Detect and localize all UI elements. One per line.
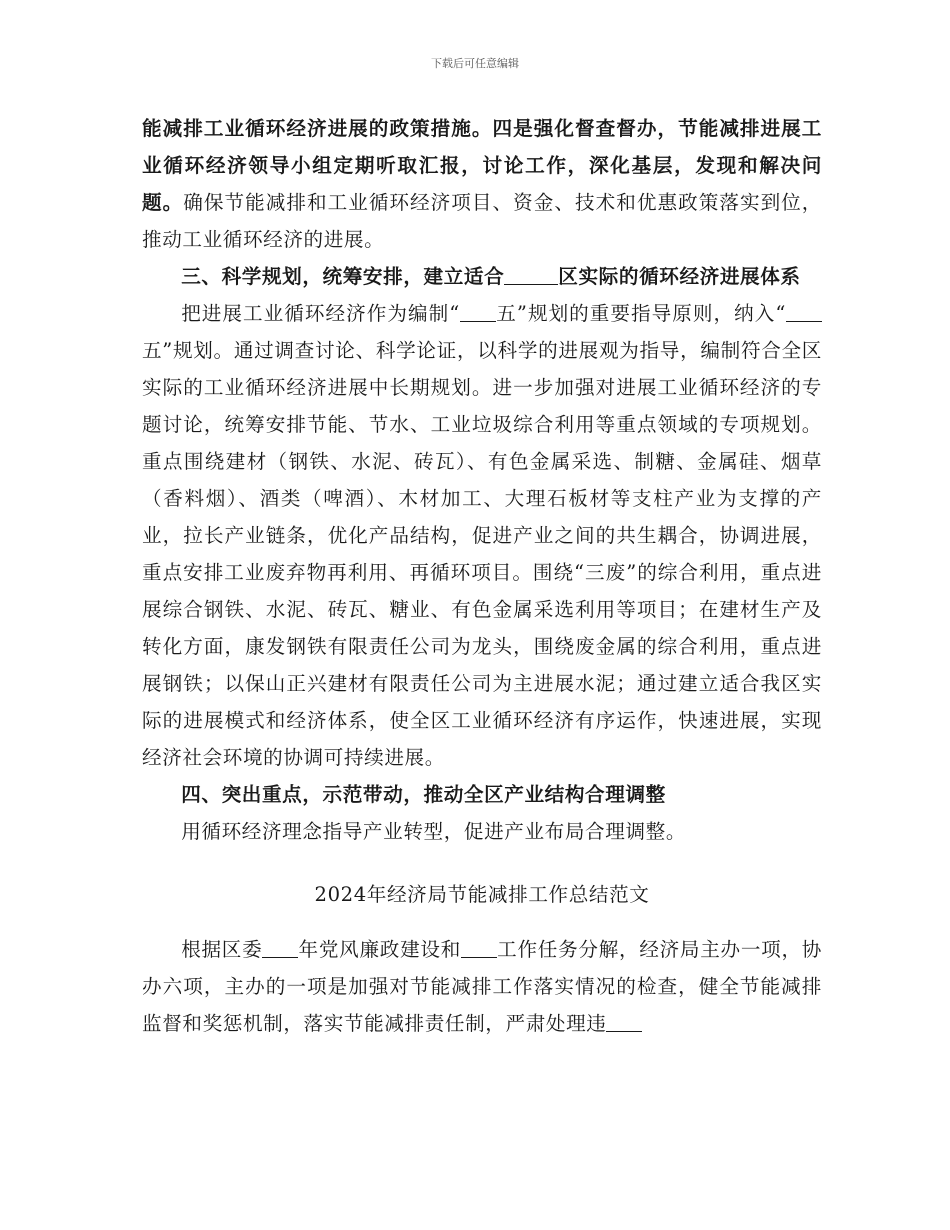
text-b: 五”规划的重要指导原则，纳入“	[495, 302, 786, 325]
text-c: 五”规划。通过调查讨论、科学论证，以科学的进展观为指导，编制符合全区实际的工业循环经济进展中长期规划。进一步加强对进展工业循环经济的专题讨论，统筹安排节能、节水、工业垃圾综合利用等重点领域的专项规划。重点围绕建材（钢铁、水泥、砖瓦）、有色金属采选、制糖、金属硅、烟草（香料烟）、酒类（啤酒）、木材加工、大理石板材等支柱产业为支撑的产业，拉长产业链条，优化产品结构，促进产业之间的共生耦合，协调进展，重点安排工业废弃物再利用、再循环项目。围绕“三废”的综合利用，重点进展综合钢铁、水泥、砖瓦、糖业、有色金属采选利用等项目；在建材生产及转化方面，康发钢铁有限责任公司为龙头，围绕废金属的综合利用，重点进展钢铁；以保山正兴建材有限责任公司为主进展水泥；通过建立适合我区实际的进展模式和经济体系，使全区工业循环经济有序运作，快速进展，实现经济社会环境的协调可持续进展。	[142, 339, 822, 769]
blank-line	[460, 320, 496, 322]
blank-line	[504, 283, 558, 285]
blank-line	[262, 956, 298, 958]
text-b: 年党风廉政建设和	[298, 938, 462, 961]
section-heading-4: 四、突出重点，示范带动，推动全区产业结构合理调整	[181, 783, 666, 806]
bold-text: 能减排工业循环经济进展的政策措施。四是强化督查督办，节能减排进展工业循环经济领导小组定期听取汇报，讨论工作，深化基层，发现和解决问题。	[142, 117, 822, 214]
paragraph-industry: 用循环经济理念指导产业转型，促进产业布局合理调整。	[181, 820, 687, 843]
heading-text-a: 三、科学规划，统筹安排，建立适合	[181, 265, 505, 288]
document-body	[142, 110, 822, 1042]
document-title: 2024年经济局节能减排工作总结范文	[314, 883, 650, 906]
paragraph-planning	[142, 295, 822, 776]
blank-line	[461, 956, 497, 958]
text-a: 把进展工业循环经济作为编制“	[181, 302, 460, 325]
paragraph-summary	[142, 931, 822, 1042]
blank-line	[786, 320, 822, 322]
heading-text-b: 区实际的循环经济进展体系	[558, 265, 801, 288]
page-header: 下载后可任意编辑	[431, 57, 519, 70]
section-heading-3	[142, 258, 822, 295]
text-c: 工作任务分解，经济局主办一项，协办六项，主办的一项是加强对节能减排工作落实情况的检查，健全节能减排监督和奖惩机制，落实节能减排责任制，严肃处理违	[142, 938, 822, 1035]
paragraph-continuation	[142, 110, 822, 258]
normal-text: 确保节能减排和工业循环经济项目、资金、技术和优惠政策落实到位，推动工业循环经济的进展。	[142, 191, 822, 251]
text-a: 根据区委	[181, 938, 263, 961]
blank-line	[606, 1030, 642, 1032]
